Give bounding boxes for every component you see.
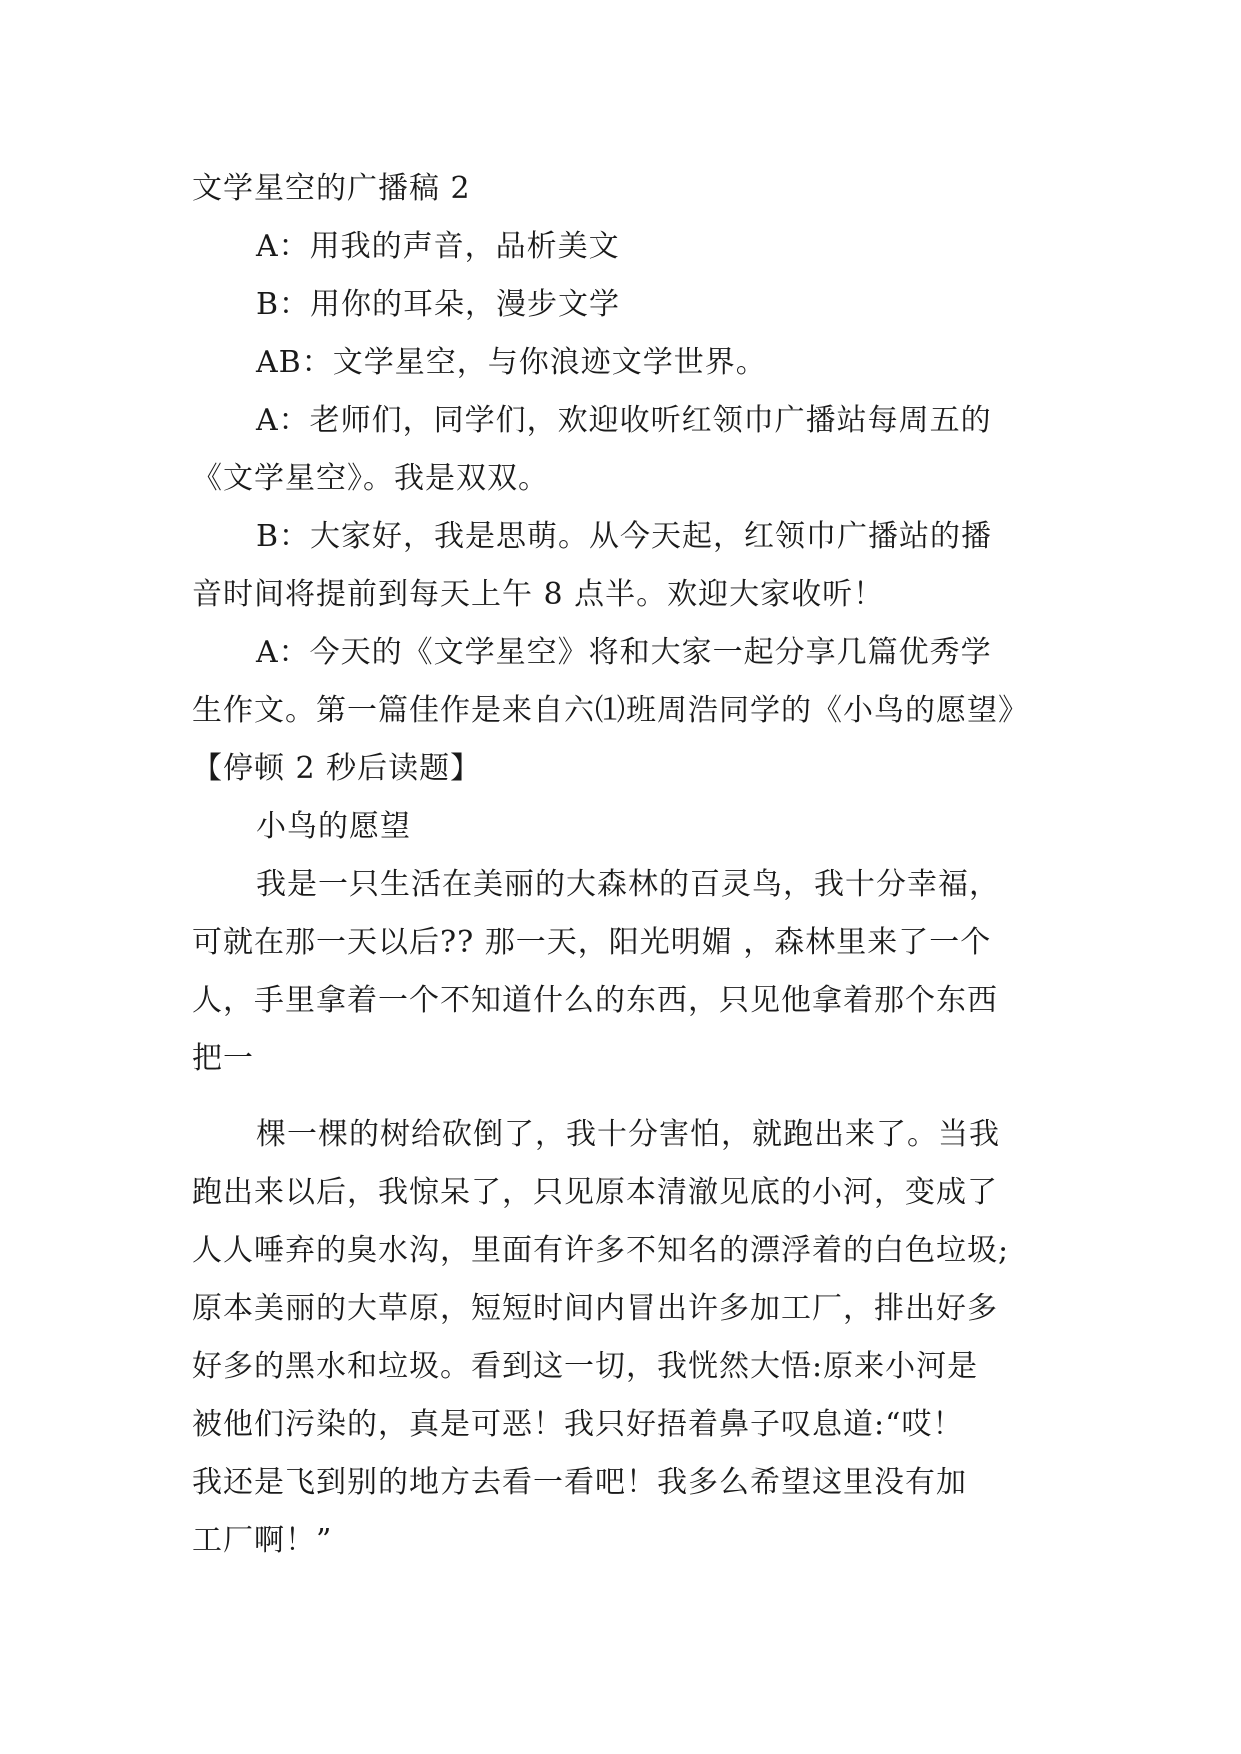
- paragraph-line: 好多的黑水和垃圾。看到这一切，我恍然大悟:原来小河是: [192, 1349, 979, 1384]
- paragraph-line: 棵一棵的树给砍倒了，我十分害怕，就跑出来了。当我: [256, 1117, 1000, 1152]
- paragraph-line: AB：文学星空，与你浪迹文学世界。: [256, 345, 767, 380]
- paragraph-line: 人，手里拿着一个不知道什么的东西，只见他拿着那个东西: [192, 983, 998, 1018]
- paragraph-line: 我是一只生活在美丽的大森林的百灵鸟，我十分幸福，: [256, 867, 1000, 902]
- paragraph-line: A：老师们，同学们，欢迎收听红领巾广播站每周五的: [256, 403, 992, 438]
- paragraph-line: 生作文。第一篇佳作是来自六⑴班周浩同学的《小鸟的愿望》: [192, 693, 1029, 728]
- paragraph-line: A：今天的《文学星空》将和大家一起分享几篇优秀学: [256, 635, 992, 670]
- doc-title: 文学星空的广播稿 2: [192, 171, 471, 206]
- paragraph-line: 《文学星空》。我是双双。: [192, 461, 549, 496]
- document-page: [192, 160, 1062, 1570]
- paragraph-line: B：大家好，我是思萌。从今天起，红领巾广播站的播: [256, 519, 993, 554]
- paragraph-line: A：用我的声音，品析美文: [256, 229, 620, 264]
- paragraph-line: 我还是飞到别的地方去看一看吧！我多么希望这里没有加: [192, 1465, 967, 1500]
- stage-direction: 【停顿 2 秒后读题】: [192, 751, 482, 786]
- paragraph-line: 跑出来以后，我惊呆了，只见原本清澈见底的小河，变成了: [192, 1175, 998, 1210]
- paragraph-line: 工厂啊！”: [192, 1523, 333, 1558]
- paragraph-line: B：用你的耳朵，漫步文学: [256, 287, 621, 322]
- paragraph-line: 被他们污染的，真是可恶！我只好捂着鼻子叹息道:“哎！: [192, 1407, 964, 1442]
- paragraph-line: 原本美丽的大草原，短短时间内冒出许多加工厂，排出好多: [192, 1291, 998, 1326]
- paragraph-line: 音时间将提前到每天上午 8 点半。欢迎大家收听！: [192, 577, 885, 612]
- paragraph-line: 可就在那一天以后?? 那一天，阳光明媚 ，森林里来了一个: [192, 925, 992, 960]
- paragraph-line: 把一: [192, 1041, 254, 1076]
- essay-title: 小鸟的愿望: [256, 809, 411, 844]
- paragraph-line: 人人唾弃的臭水沟，里面有许多不知名的漂浮着的白色垃圾;: [192, 1233, 1010, 1268]
